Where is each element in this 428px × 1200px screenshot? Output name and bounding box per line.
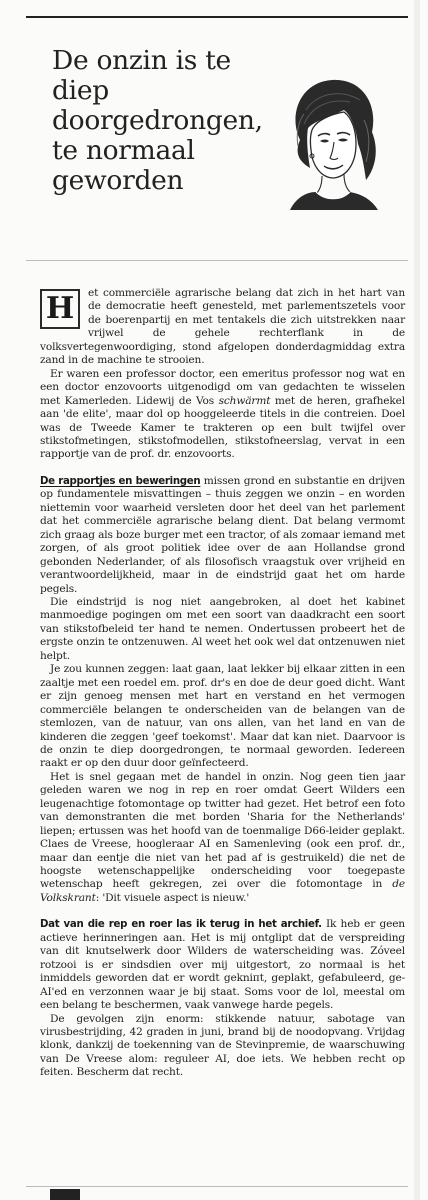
paragraph-6 [40,771,405,906]
paragraph-2-text-b: met de heren, grafhekel aan 'de elite', maar dol op hooggeleerde titels in die contreien. Doel was de Tweede Kamer te trakteren op een bult twijfel over stikstofmetingen, stikstofmodellen, stikstofneerslag, vervat in een rapportje van de prof. dr. enzovoorts. [40,394,405,461]
paragraph-3-lead: De rapportjes en beweringen [40,475,201,487]
paragraph-6-text-a: Het is snel gegaan met de handel in onzin. Nog geen tien jaar geleden waren we nog in rep en roer omdat Geert Wilders een leugenachtige fotomontage op twitter had gezet. Het betrof een foto van demonstranten die met borden 'Sharia for the Netherlands' liepen; ertussen was het hoofd van de toenmalige D66-leider geplakt. Claes de Vreese, hoogleraar AI en Samenleving (ook een prof. dr., maar dan eentje die niet van het pad af is gestruikeld) die net de hoogste wetenschappelijke onderscheiding voor toegepaste wetenschap heeft gekregen, zei over die fotomontage in [40,770,405,891]
footer-block [50,1189,80,1200]
paragraph-4: Die eindstrijd is nog niet aangebroken, al doet het kabinet manmoedige pogingen om met een soort van daadkracht een soort van stikstofbeleid ter hand te nemen. Ondertussen probeert het de ergste onzin te ontzenuwen. Al weet het ook wel dat ontzenuwen niet helpt. [40,595,405,662]
paragraph-6-emphasis: de Volkskrant [40,878,405,904]
paragraph-3-text: missen grond en substantie en drijven op fundamentele misvattingen – thuis zeggen we onzin – en worden niettemin voor waarheid versleten door het deel van het parlement dat het commerciële agrarische belang dient. Dat belang vermomt zich graag als boze burger met een tractor, of als zomaar iemand met zorgen, of als groot politiek idee over de aan Hollandse grond gebonden Nederlander, of als filosofisch vraagstuk over vrijheid en verantwoordelijkheid, maar in de eindstrijd gaat het om harde pegels. [40,474,405,595]
paragraph-5: Je zou kunnen zeggen: laat gaan, laat lekker bij elkaar zitten in een zaaltje met een roedel em. prof. dr's en doe de deur goed dicht. Want er zijn genoeg mensen met hart en verstand en het vermogen commerciële belangen te onderscheiden van de belangen van de stemlozen, van de natuur, van ons allen, van het land en van de kinderen die zeggen 'geef toekomst'. Maar dat kan niet. Daarvoor is de onzin te diep doorgedrongen, te normaal geworden. Iedereen raakt er op den duur door geïnfecteerd. [40,663,405,770]
paragraph-3 [40,475,405,596]
footer-rule [26,1186,408,1187]
paragraph-2-emphasis: schwärmt [218,394,271,407]
paragraph-7-text: Ik heb er geen actieve herinneringen aan. Het is mij ontglipt dat de verspreiding van dit knutselwerk door Wilders de waterscheiding was. Zóveel rotzooi is er sindsdien over mij uitgestort, zo normaal is het inmiddels geworden dat er wordt gekniпt, geplakt, gefabuleerd, ge-AI'ed en verzonnen waar je bij staat. Soms voor de lol, meestal om een belang te beschermen, vaak vanwege harde pegels. [40,918,405,1012]
paragraph-1-text: et commerciële agrarische belang dat zich in het hart van de democratie heeft genesteld, met parlementszetels voor de boerenpartij en met tentakels die zich uitstrekken naar vrijwel de gehele rechterflank in de volksvertegenwoordiging, stond afgelopen donderdagmiddag extra zand in de machine te strooien. [40,287,405,367]
paragraph-7 [40,918,405,1012]
paragraph-2 [40,368,405,462]
headline: De onzin is te diep doorgedrongen, te normaal geworden [52,45,263,196]
paragraph-2-text-a: Er waren een professor doctor, een emeritus professor nog wat en een doctor enzovoorts uitgenodigd om van gedachten te wisselen met Kamerleden. Lidewij de Vos [40,367,405,407]
paragraph-6-text-b: : 'Dit visuele aspect is nieuw.' [95,891,250,904]
top-rule [26,16,408,18]
paragraph-1 [40,287,405,368]
page-edge-strip [414,0,420,1200]
dropcap: H [40,289,80,329]
paragraph-8: De gevolgen zijn enorm: stikkende natuur, sabotage van virusbestrijding, 42 graden in juni, brand bij de noodopvang. Vrijdag klonk, dankzij de toekenning van de Stevinpremie, de waarschuwing van De Vreese alom: reguleer AI, doe iets. We hebben recht op feiten. Bescherm dat recht. [40,1012,405,1079]
columnist-portrait [270,70,390,210]
article-body [40,287,405,1080]
paragraph-7-lead: Dat van die rep en roer las ik terug in het archief. [40,919,322,931]
header-rule [26,260,408,261]
